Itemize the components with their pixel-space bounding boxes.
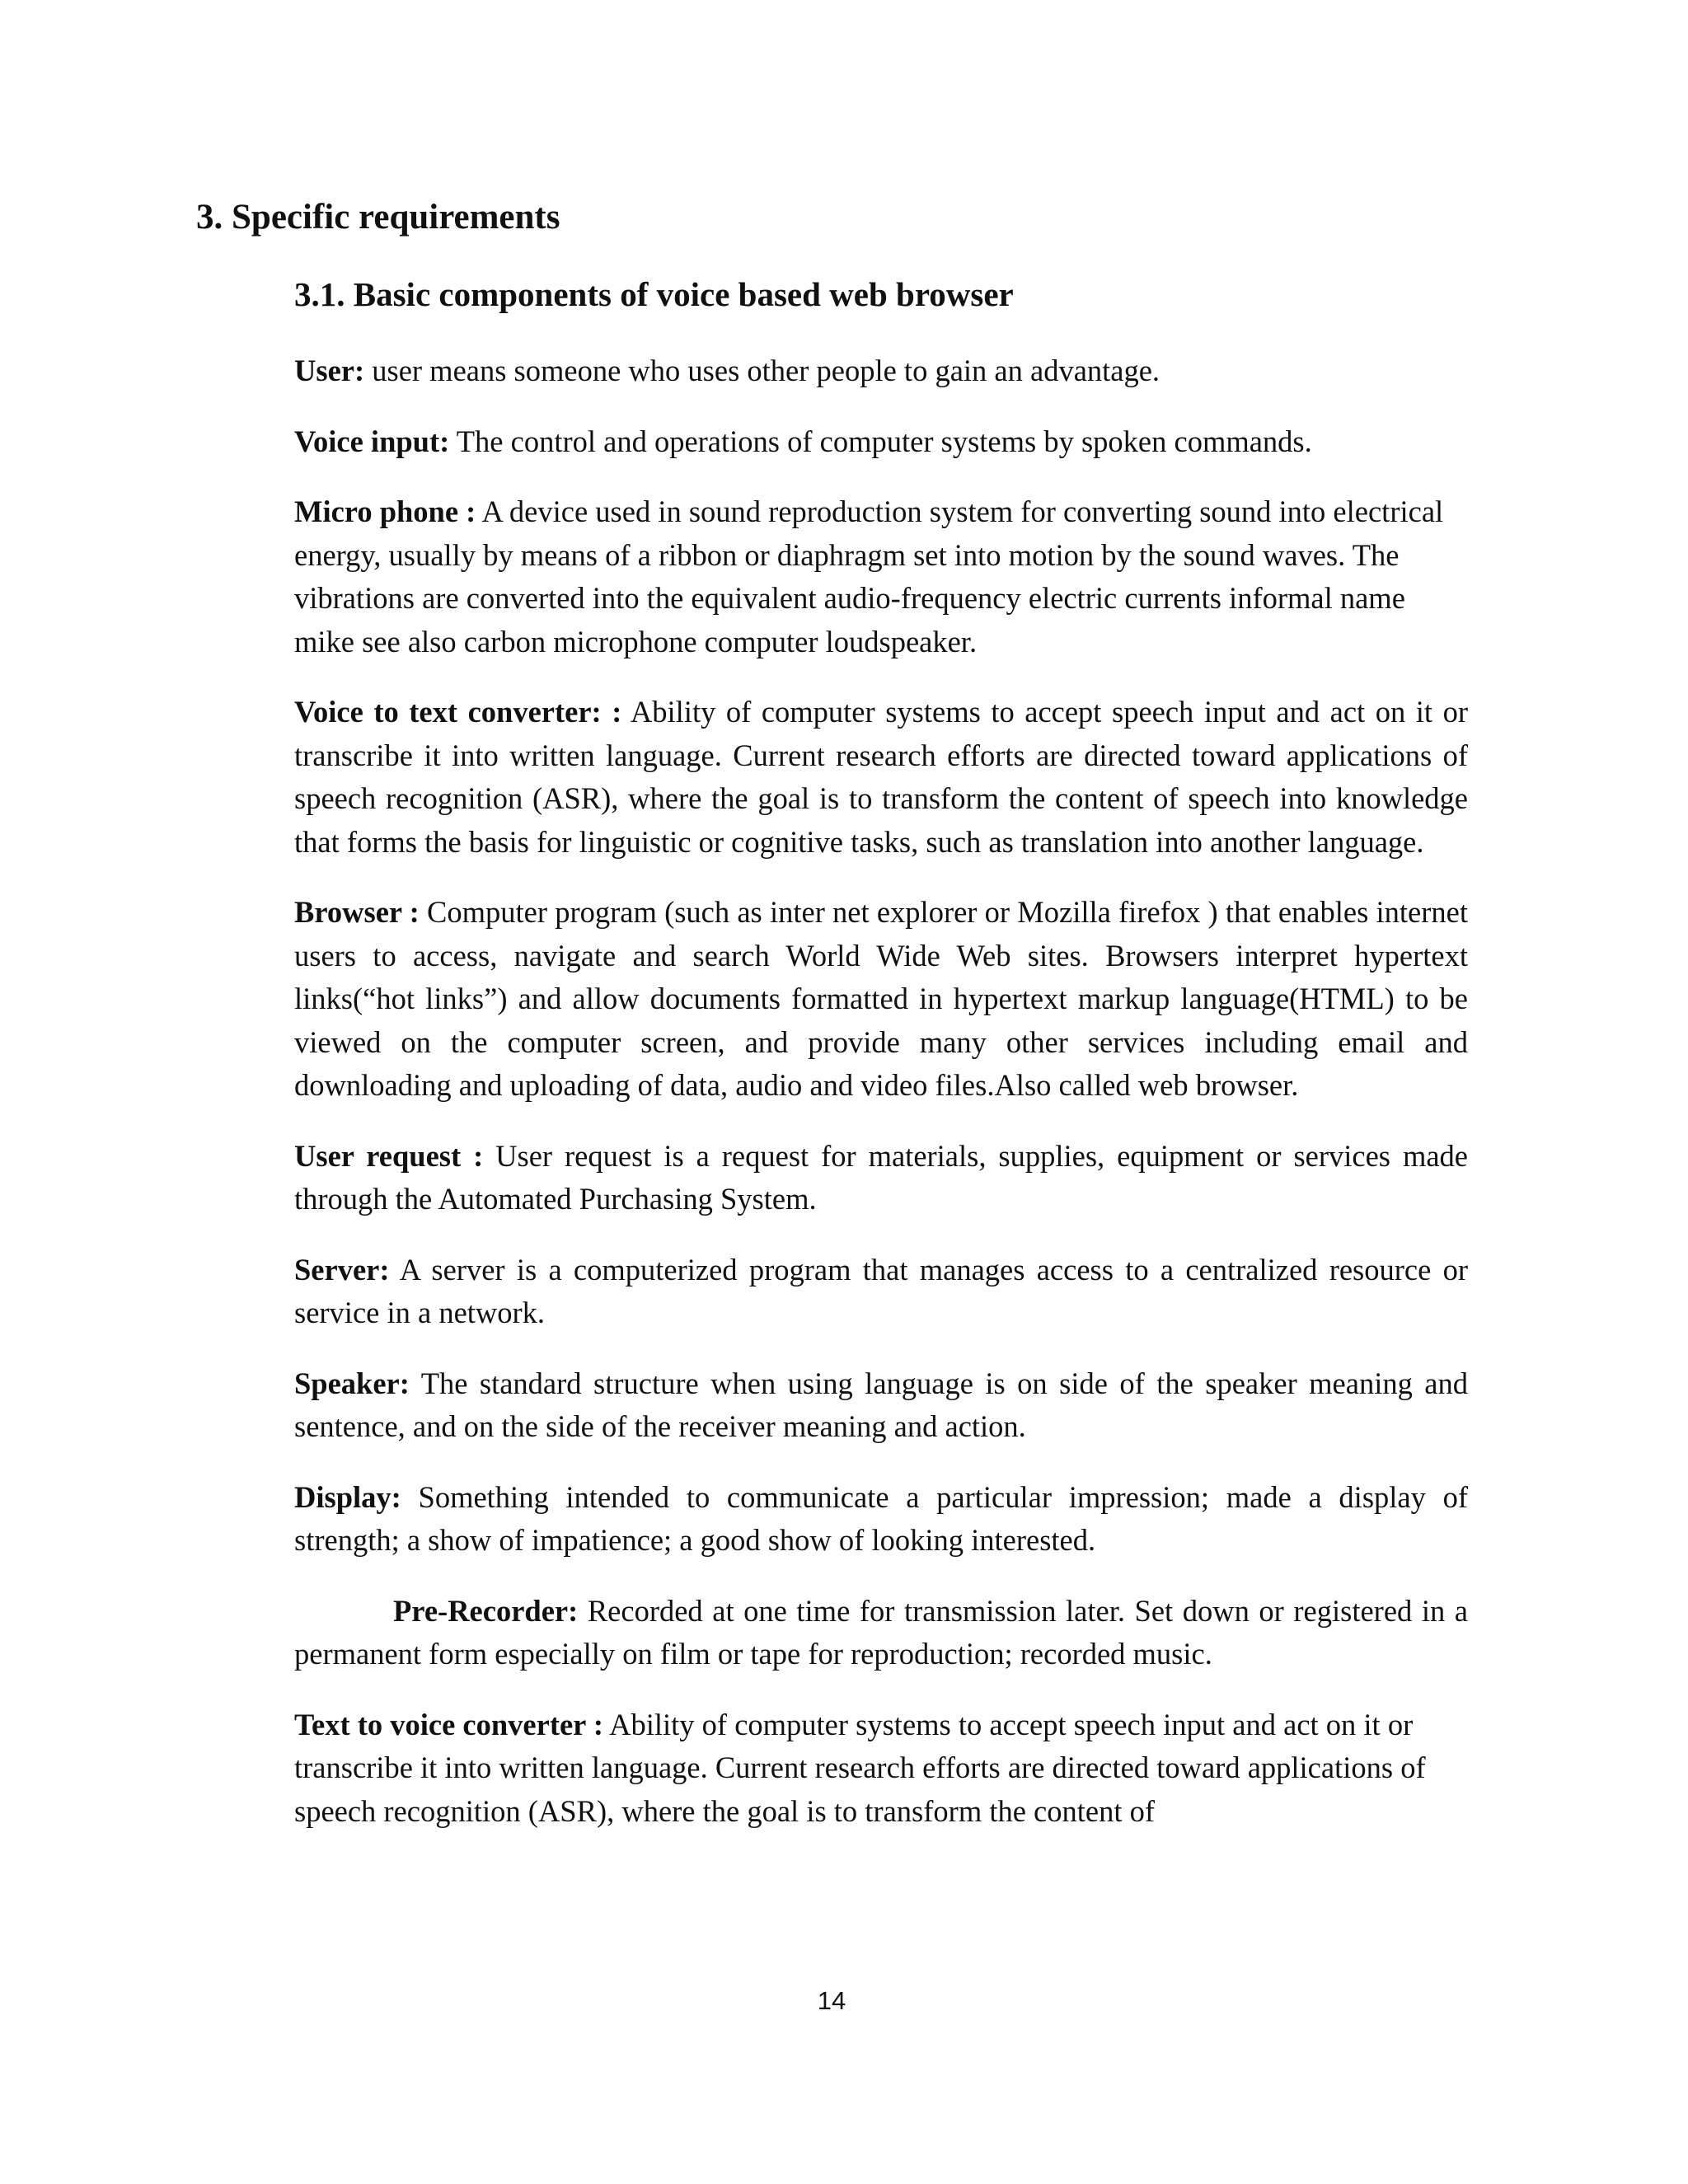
definition-term: Pre-Recorder: [393, 1593, 579, 1628]
definition-term: User request : [294, 1138, 484, 1173]
definition-micro-phone [294, 490, 1468, 663]
definition-display [294, 1476, 1468, 1563]
definition-text: A server is a computerized program that manages access to a centralized resource or service in a network. [294, 1252, 1468, 1329]
definition-voice-to-text-converter [294, 691, 1468, 864]
definition-text: A device used in sound reproduction system for converting sound into electrical energy, usually by means of a ribbon or diaphragm set into motion by the sound waves. The vibrations are converted into the equivalent audio-frequency electric currents informal name mike see also carbon microphone computer loudspeaker. [294, 494, 1444, 658]
definition-text: User request is a request for materials, supplies, equipment or services made through the Automated Purchasing System. [294, 1138, 1468, 1216]
definition-browser [294, 891, 1468, 1108]
definition-text: Recorded at one time for transmission later. Set down or registered in a permanent form especially on film or tape for reproduction; recorded music. [294, 1593, 1468, 1671]
definition-user [294, 349, 1468, 393]
definition-term: Browser : [294, 895, 420, 929]
definition-text: Computer program (such as inter net explorer or Mozilla firefox ) that enables internet users to access, navigate and search World Wide Web sites. Browsers interpret hypertext links(“hot links”) and allow documents formatted in hypertext markup language(HTML) to be viewed on the computer screen, and provide many other services including email and downloading and uploading of data, audio and video files.Also called web browser. [294, 895, 1468, 1102]
definition-text: The standard structure when using language is on side of the speaker meaning and sentence, and on the side of the receiver meaning and action. [294, 1366, 1468, 1443]
definition-text: Ability of computer systems to accept speech input and act on it or transcribe it into written language. Current research efforts are directed toward applications of speech recognition (ASR), where the goal is to transform the content of [294, 1707, 1426, 1828]
definition-text: The control and operations of computer systems by spoken commands. [449, 424, 1312, 458]
definition-term: Speaker: [294, 1366, 410, 1400]
section-heading: 3. Specific requirements [196, 198, 560, 237]
definition-term: Micro phone : [294, 494, 476, 528]
definition-term: Voice input: [294, 424, 450, 458]
definition-text: Ability of computer systems to accept speech input and act on it or transcribe it into written language. Current research efforts are directed toward applications of speech recognition (ASR), where the goal is to transform the content of speech into knowledge that forms the basis for linguistic or cognitive tasks, such as translation into another language. [294, 695, 1468, 859]
definition-speaker [294, 1362, 1468, 1449]
definition-pre-recorder [294, 1590, 1468, 1676]
definition-term: Display: [294, 1479, 401, 1514]
page-number: 14 [817, 1986, 846, 2015]
definition-server [294, 1249, 1468, 1335]
definition-term: Voice to text converter: : [294, 695, 622, 729]
definition-text: Something intended to communicate a particular impression; made a display of strength; a show of impatience; a good show of looking interested. [294, 1479, 1468, 1557]
definition-term: Server: [294, 1252, 390, 1286]
definition-text: user means someone who uses other people to gain an advantage. [364, 354, 1160, 387]
definition-text-to-voice-converter [294, 1704, 1468, 1834]
subsection-heading: 3.1. Basic components of voice based web browser [294, 275, 1014, 313]
definitions-list [294, 349, 1468, 1860]
definition-term: User: [294, 354, 365, 387]
definition-user-request [294, 1135, 1468, 1221]
definition-term: Text to voice converter : [294, 1707, 603, 1741]
definition-voice-input [294, 420, 1468, 464]
